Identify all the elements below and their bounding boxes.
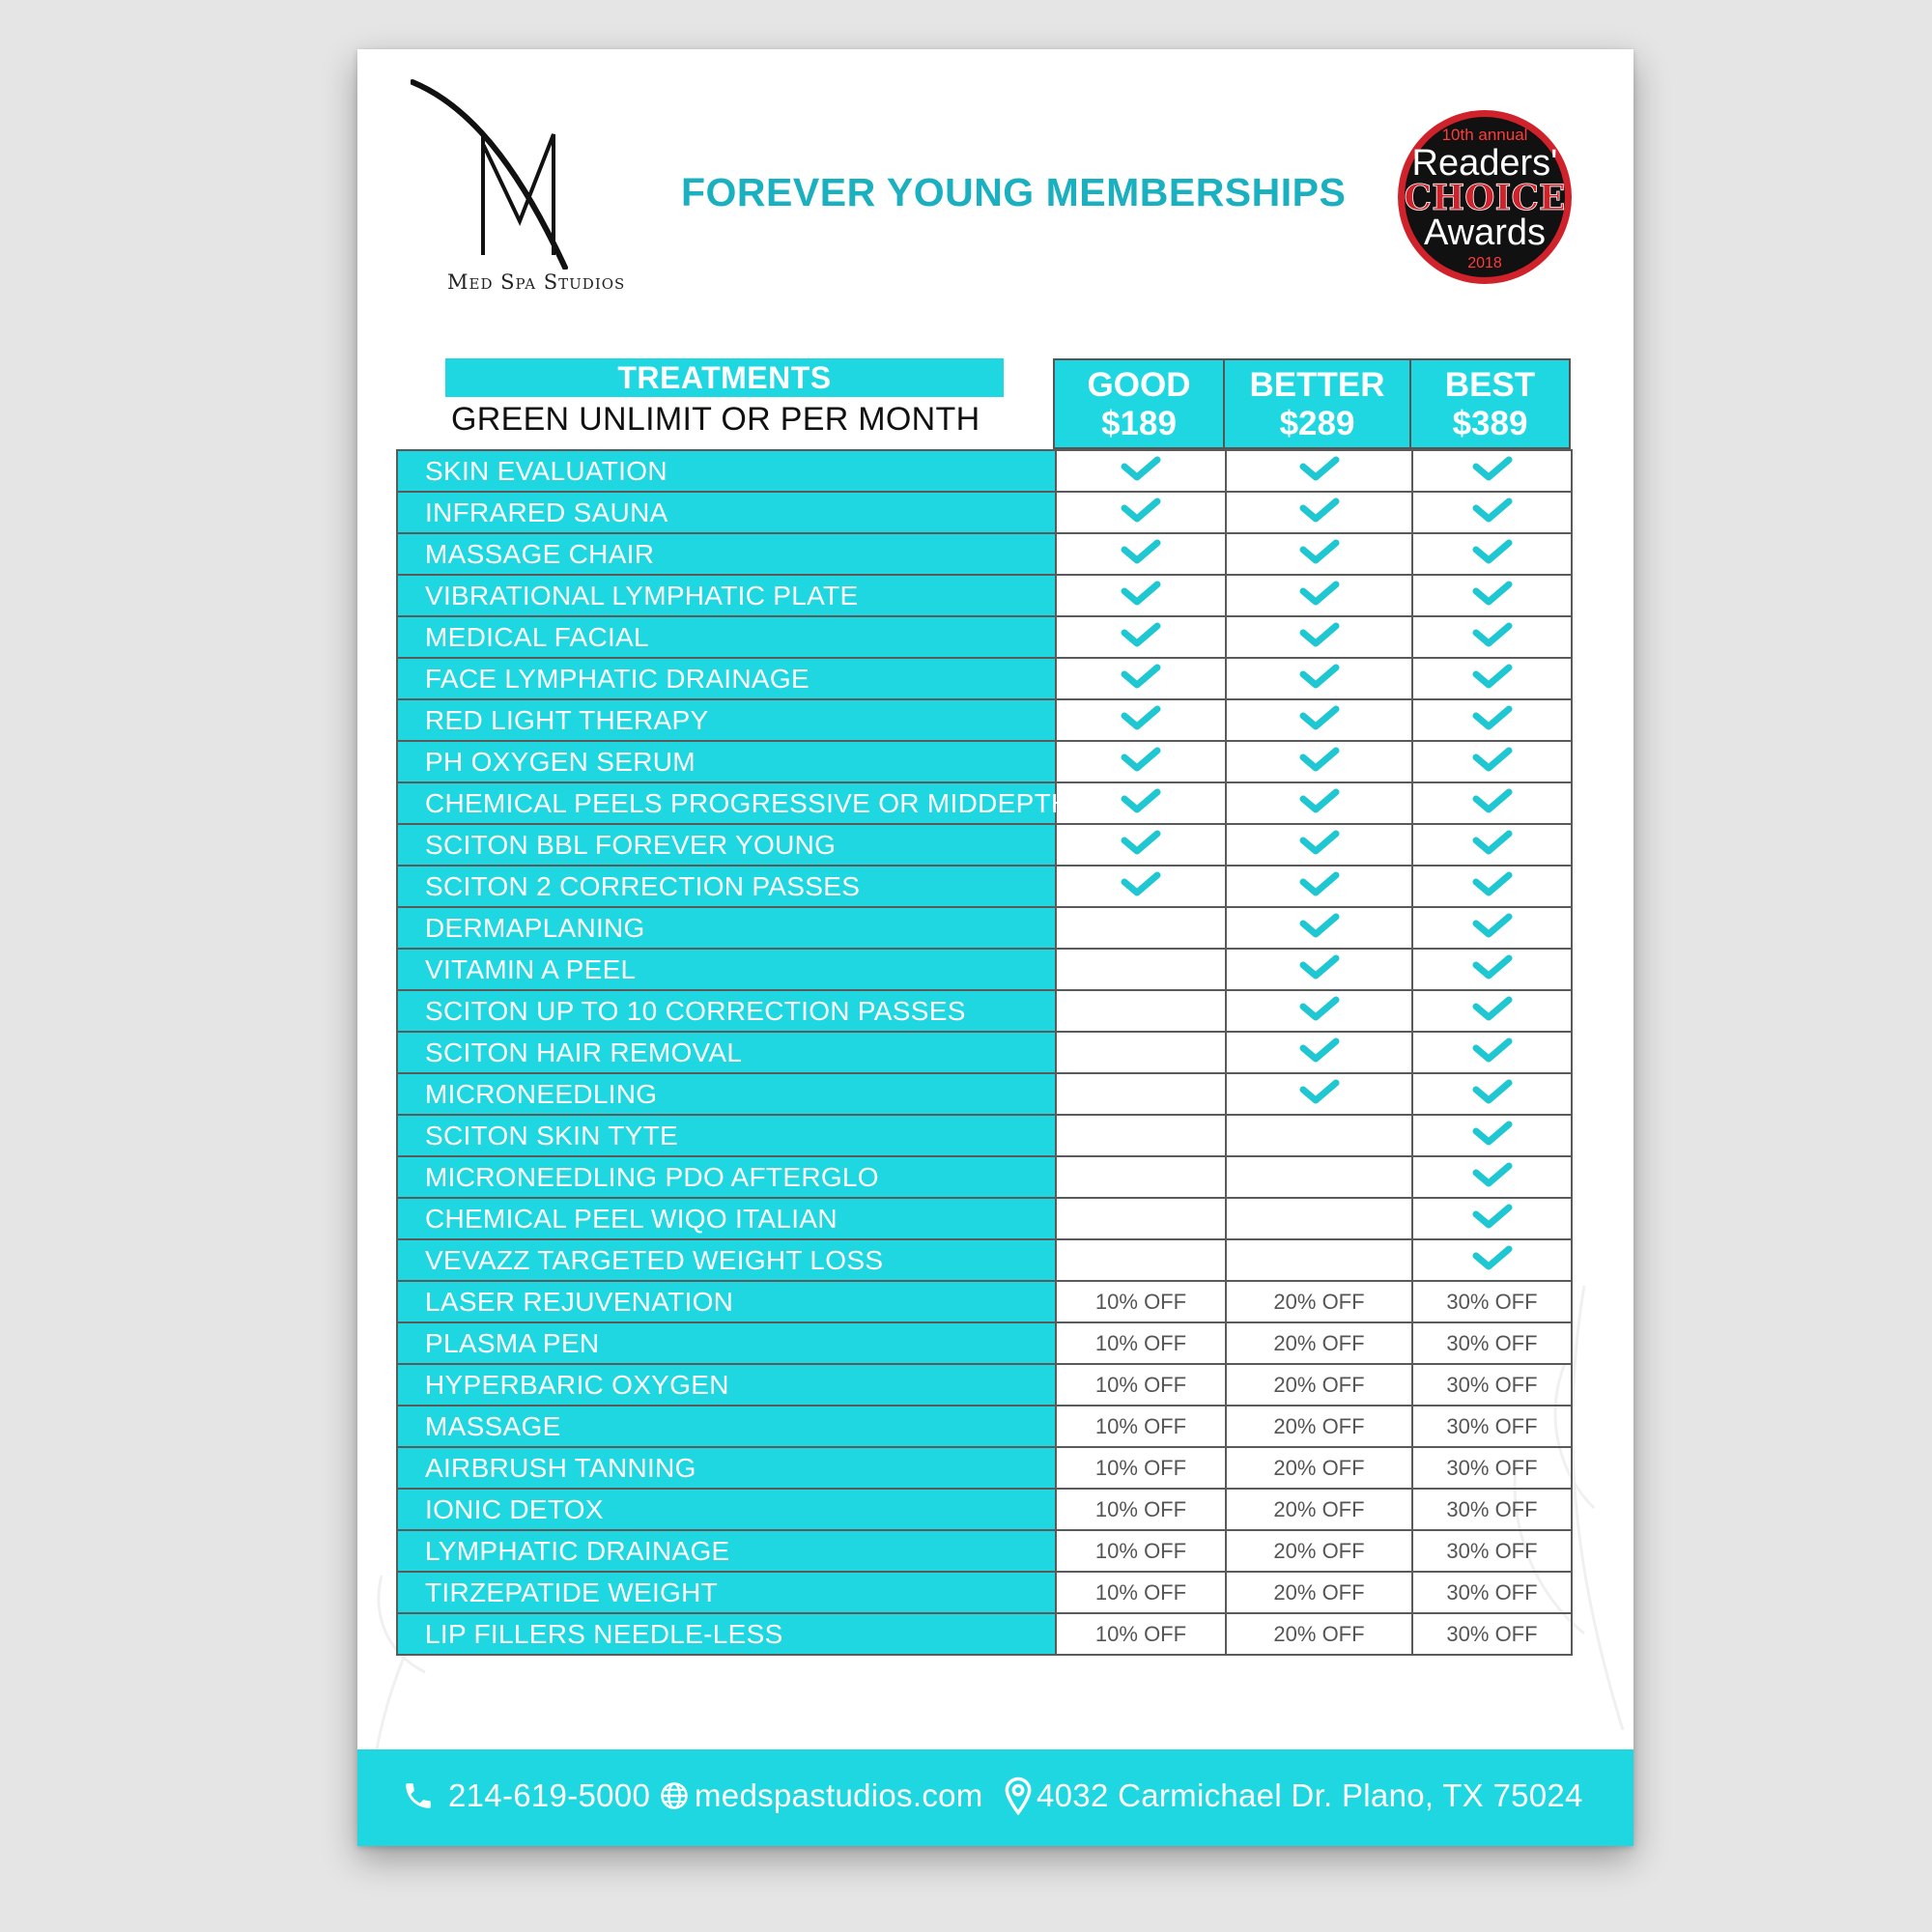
discount-value: 20% OFF [1273, 1455, 1365, 1480]
plan-good-cell [1056, 1198, 1226, 1239]
table-row [397, 450, 1572, 492]
phone-icon [402, 1778, 435, 1813]
plan-good-cell [1056, 1156, 1226, 1198]
plan-better-cell [1226, 782, 1412, 824]
check-icon [1297, 1078, 1342, 1110]
plan-better-cell [1226, 1073, 1412, 1115]
plan-better-cell [1226, 866, 1412, 907]
treatment-name: IONIC DETOX [397, 1489, 1056, 1530]
plan-best-cell [1412, 741, 1572, 782]
check-icon [1470, 746, 1515, 778]
discount-value: 30% OFF [1446, 1372, 1538, 1397]
check-icon [1297, 704, 1342, 736]
plan-good-cell [1056, 949, 1226, 990]
discount-value: 10% OFF [1094, 1496, 1187, 1521]
check-icon [1119, 704, 1163, 736]
plan-good-cell [1056, 1447, 1226, 1489]
table-row [397, 1489, 1572, 1530]
map-pin-icon [1005, 1776, 1032, 1815]
award-year: 2018 [1467, 255, 1502, 271]
check-icon [1470, 1244, 1515, 1276]
discount-value: 10% OFF [1094, 1413, 1187, 1438]
plan-better-cell [1226, 1364, 1412, 1406]
table-row [397, 1530, 1572, 1572]
check-icon [1119, 870, 1163, 902]
plan-better-cell [1226, 949, 1412, 990]
discount-value: 30% OFF [1446, 1413, 1538, 1438]
membership-flyer [357, 49, 1634, 1846]
check-icon [1119, 455, 1163, 487]
check-icon [1297, 1037, 1342, 1068]
check-icon [1297, 580, 1342, 611]
check-icon [1470, 455, 1515, 487]
plan-best-cell [1412, 1115, 1572, 1156]
treatment-name: FACE LYMPHATIC DRAINAGE [397, 658, 1056, 699]
discount-value: 10% OFF [1094, 1372, 1187, 1397]
plan-good-cell [1056, 990, 1226, 1032]
plan-better-cell [1226, 1322, 1412, 1364]
treatment-name: SCITON 2 CORRECTION PASSES [397, 866, 1056, 907]
plan-good-cell [1056, 1073, 1226, 1115]
plan-name: BETTER [1249, 366, 1385, 404]
plan-best-cell [1412, 575, 1572, 616]
check-icon [1297, 663, 1342, 695]
discount-value: 20% OFF [1273, 1579, 1365, 1605]
discount-value: 10% OFF [1094, 1455, 1187, 1480]
plan-better-cell [1226, 1239, 1412, 1281]
logo-m-mark-icon [411, 76, 613, 270]
plan-good-cell [1056, 1406, 1226, 1447]
treatment-name: MICRONEEDLING [397, 1073, 1056, 1115]
check-icon [1297, 995, 1342, 1027]
plan-good-cell [1056, 824, 1226, 866]
plan-good-cell [1056, 533, 1226, 575]
table-row [397, 575, 1572, 616]
check-icon [1470, 538, 1515, 570]
plan-good-cell [1056, 1322, 1226, 1364]
award-line3: Awards [1423, 213, 1547, 253]
treatment-name: LIP FILLERS NEEDLE-LESS [397, 1613, 1056, 1655]
contact-footer [357, 1749, 1634, 1846]
treatment-name: AIRBRUSH TANNING [397, 1447, 1056, 1489]
plan-good-cell [1056, 907, 1226, 949]
plan-better-cell [1226, 990, 1412, 1032]
check-icon [1297, 787, 1342, 819]
plan-best-cell [1412, 1281, 1572, 1322]
table-row [397, 1239, 1572, 1281]
treatment-name: MEDICAL FACIAL [397, 616, 1056, 658]
check-icon [1119, 663, 1163, 695]
discount-value: 20% OFF [1273, 1413, 1365, 1438]
brand-name: Med Spa Studios [447, 270, 626, 294]
table-row [397, 990, 1572, 1032]
plan-price: $189 [1101, 405, 1177, 442]
plan-best-cell [1412, 699, 1572, 741]
plan-best-cell [1412, 866, 1572, 907]
table-row [397, 616, 1572, 658]
plan-better-cell [1226, 1032, 1412, 1073]
treatment-name: SCITON HAIR REMOVAL [397, 1032, 1056, 1073]
award-top: 10th annual [1441, 126, 1528, 144]
discount-value: 30% OFF [1446, 1621, 1538, 1646]
check-icon [1470, 912, 1515, 944]
plan-best-cell [1412, 450, 1572, 492]
plan-good-cell [1056, 699, 1226, 741]
plan-best-cell [1412, 1447, 1572, 1489]
plan-better-cell [1226, 1198, 1412, 1239]
check-icon [1470, 1161, 1515, 1193]
check-icon [1119, 746, 1163, 778]
footer-address[interactable]: 4032 Carmichael Dr. Plano, TX 75024 [1037, 1777, 1583, 1813]
check-icon [1470, 580, 1515, 611]
treatment-name: SCITON BBL FOREVER YOUNG [397, 824, 1056, 866]
check-icon [1297, 746, 1342, 778]
check-icon [1470, 621, 1515, 653]
plan-best-cell [1412, 658, 1572, 699]
treatment-name: SKIN EVALUATION [397, 450, 1056, 492]
plan-best-cell [1412, 1406, 1572, 1447]
plan-good-cell [1056, 658, 1226, 699]
plan-good-cell [1056, 1364, 1226, 1406]
table-row [397, 1364, 1572, 1406]
check-icon [1297, 829, 1342, 861]
check-icon [1470, 1203, 1515, 1235]
plan-good-cell [1056, 741, 1226, 782]
table-row [397, 1198, 1572, 1239]
treatment-name: MASSAGE [397, 1406, 1056, 1447]
plan-good-cell [1056, 1032, 1226, 1073]
treatment-name: LYMPHATIC DRAINAGE [397, 1530, 1056, 1572]
treatment-name: MASSAGE CHAIR [397, 533, 1056, 575]
table-row [397, 1115, 1572, 1156]
table-row [397, 1613, 1572, 1655]
treatments-table [396, 449, 1573, 1656]
footer-website[interactable]: medspastudios.com [695, 1777, 983, 1813]
plan-best-header [1409, 358, 1571, 449]
plan-best-cell [1412, 492, 1572, 533]
plan-best-cell [1412, 1613, 1572, 1655]
discount-value: 30% OFF [1446, 1579, 1538, 1605]
plan-best-cell [1412, 1156, 1572, 1198]
check-icon [1297, 497, 1342, 528]
plan-best-cell [1412, 616, 1572, 658]
plan-price: $289 [1279, 405, 1355, 442]
check-icon [1470, 787, 1515, 819]
plan-good-cell [1056, 575, 1226, 616]
plan-better-cell [1226, 1447, 1412, 1489]
check-icon [1470, 663, 1515, 695]
discount-value: 20% OFF [1273, 1289, 1365, 1314]
table-row [397, 824, 1572, 866]
treatment-name: VIBRATIONAL LYMPHATIC PLATE [397, 575, 1056, 616]
plan-best-cell [1412, 990, 1572, 1032]
plan-better-cell [1226, 1530, 1412, 1572]
discount-value: 30% OFF [1446, 1289, 1538, 1314]
plan-good-cell [1056, 450, 1226, 492]
table-row [397, 1572, 1572, 1613]
award-line2: CHOICE [1404, 178, 1566, 218]
plan-better-cell [1226, 1489, 1412, 1530]
treatment-name: INFRARED SAUNA [397, 492, 1056, 533]
plan-best-cell [1412, 533, 1572, 575]
plan-best-cell [1412, 1530, 1572, 1572]
check-icon [1470, 870, 1515, 902]
plan-best-cell [1412, 1239, 1572, 1281]
plan-better-cell [1226, 1281, 1412, 1322]
discount-value: 30% OFF [1446, 1496, 1538, 1521]
check-icon [1119, 538, 1163, 570]
table-row [397, 1073, 1572, 1115]
discount-value: 20% OFF [1273, 1372, 1365, 1397]
plan-better-cell [1226, 1572, 1412, 1613]
discount-value: 30% OFF [1446, 1538, 1538, 1563]
table-row [397, 1281, 1572, 1322]
table-row [397, 699, 1572, 741]
table-row [397, 533, 1572, 575]
treatments-heading: TREATMENTS [445, 358, 1004, 397]
plan-best-cell [1412, 1489, 1572, 1530]
treatment-name: MICRONEEDLING PDO AFTERGLO [397, 1156, 1056, 1198]
treatment-name: PLASMA PEN [397, 1322, 1056, 1364]
check-icon [1119, 580, 1163, 611]
plan-better-cell [1226, 699, 1412, 741]
plan-best-cell [1412, 1032, 1572, 1073]
plan-best-cell [1412, 1364, 1572, 1406]
table-row [397, 782, 1572, 824]
table-row [397, 866, 1572, 907]
check-icon [1470, 995, 1515, 1027]
check-icon [1470, 1120, 1515, 1151]
plan-better-cell [1226, 492, 1412, 533]
treatment-name: VEVAZZ TARGETED WEIGHT LOSS [397, 1239, 1056, 1281]
table-row [397, 1447, 1572, 1489]
check-icon [1297, 455, 1342, 487]
check-icon [1297, 621, 1342, 653]
plan-better-cell [1226, 575, 1412, 616]
check-icon [1470, 497, 1515, 528]
check-icon [1297, 953, 1342, 985]
page-title: FOREVER YOUNG MEMBERSHIPS [681, 170, 1347, 214]
plan-good-cell [1056, 1530, 1226, 1572]
table-row [397, 949, 1572, 990]
plan-better-cell [1226, 1115, 1412, 1156]
discount-value: 10% OFF [1094, 1289, 1187, 1314]
treatment-name: VITAMIN A PEEL [397, 949, 1056, 990]
treatment-name: TIRZEPATIDE WEIGHT [397, 1572, 1056, 1613]
plan-name: BEST [1444, 366, 1536, 404]
check-icon [1119, 497, 1163, 528]
plan-best-cell [1412, 824, 1572, 866]
plan-good-cell [1056, 616, 1226, 658]
plan-better-cell [1226, 658, 1412, 699]
check-icon [1297, 538, 1342, 570]
table-row [397, 907, 1572, 949]
globe-icon [660, 1781, 689, 1810]
plan-good-cell [1056, 1572, 1226, 1613]
plan-best-cell [1412, 1572, 1572, 1613]
plan-name: GOOD [1087, 366, 1191, 404]
discount-value: 20% OFF [1273, 1621, 1365, 1646]
treatment-name: PH OXYGEN SERUM [397, 741, 1056, 782]
treatments-subheading: GREEN UNLIMIT OR PER MONTH [451, 401, 980, 438]
award-line1: Readers' [1411, 143, 1558, 184]
check-icon [1119, 787, 1163, 819]
plan-good-cell [1056, 866, 1226, 907]
plan-good-cell [1056, 1239, 1226, 1281]
check-icon [1470, 1078, 1515, 1110]
treatment-name: CHEMICAL PEELS PROGRESSIVE OR MIDDEPTH [397, 782, 1056, 824]
plan-better-cell [1226, 1406, 1412, 1447]
check-icon [1119, 621, 1163, 653]
discount-value: 30% OFF [1446, 1455, 1538, 1480]
discount-value: 20% OFF [1273, 1496, 1365, 1521]
table-row [397, 741, 1572, 782]
brand-logo [411, 76, 626, 294]
treatment-name: SCITON SKIN TYTE [397, 1115, 1056, 1156]
table-row [397, 1322, 1572, 1364]
check-icon [1297, 912, 1342, 944]
treatment-name: RED LIGHT THERAPY [397, 699, 1056, 741]
check-icon [1470, 829, 1515, 861]
plan-good-cell [1056, 1489, 1226, 1530]
plan-best-cell [1412, 907, 1572, 949]
plan-best-cell [1412, 949, 1572, 990]
discount-value: 30% OFF [1446, 1330, 1538, 1355]
plan-better-cell [1226, 450, 1412, 492]
table-row [397, 1406, 1572, 1447]
plan-good-cell [1056, 492, 1226, 533]
check-icon [1470, 1037, 1515, 1068]
discount-value: 10% OFF [1094, 1330, 1187, 1355]
plan-better-header [1223, 358, 1411, 449]
treatment-name: LASER REJUVENATION [397, 1281, 1056, 1322]
plan-better-cell [1226, 533, 1412, 575]
readers-choice-award-badge [1395, 107, 1575, 287]
discount-value: 20% OFF [1273, 1538, 1365, 1563]
table-row [397, 1032, 1572, 1073]
plan-good-cell [1056, 1613, 1226, 1655]
check-icon [1470, 704, 1515, 736]
check-icon [1470, 953, 1515, 985]
plan-best-cell [1412, 1322, 1572, 1364]
discount-value: 20% OFF [1273, 1330, 1365, 1355]
plan-better-cell [1226, 824, 1412, 866]
table-row [397, 1156, 1572, 1198]
treatment-name: DERMAPLANING [397, 907, 1056, 949]
plan-price: $389 [1452, 405, 1528, 442]
discount-value: 10% OFF [1094, 1579, 1187, 1605]
plan-good-cell [1056, 1115, 1226, 1156]
check-icon [1119, 829, 1163, 861]
plan-good-header [1053, 358, 1225, 449]
table-row [397, 492, 1572, 533]
plan-best-cell [1412, 1198, 1572, 1239]
table-row [397, 658, 1572, 699]
plan-good-cell [1056, 1281, 1226, 1322]
check-icon [1297, 870, 1342, 902]
treatment-name: CHEMICAL PEEL WIQO ITALIAN [397, 1198, 1056, 1239]
plan-better-cell [1226, 616, 1412, 658]
plan-better-cell [1226, 1613, 1412, 1655]
plan-good-cell [1056, 782, 1226, 824]
treatment-name: HYPERBARIC OXYGEN [397, 1364, 1056, 1406]
plan-best-cell [1412, 782, 1572, 824]
discount-value: 10% OFF [1094, 1621, 1187, 1646]
discount-value: 10% OFF [1094, 1538, 1187, 1563]
plan-best-cell [1412, 1073, 1572, 1115]
treatment-name: SCITON UP TO 10 CORRECTION PASSES [397, 990, 1056, 1032]
footer-phone[interactable]: 214-619-5000 [448, 1777, 651, 1813]
plan-better-cell [1226, 1156, 1412, 1198]
plan-better-cell [1226, 741, 1412, 782]
plan-better-cell [1226, 907, 1412, 949]
